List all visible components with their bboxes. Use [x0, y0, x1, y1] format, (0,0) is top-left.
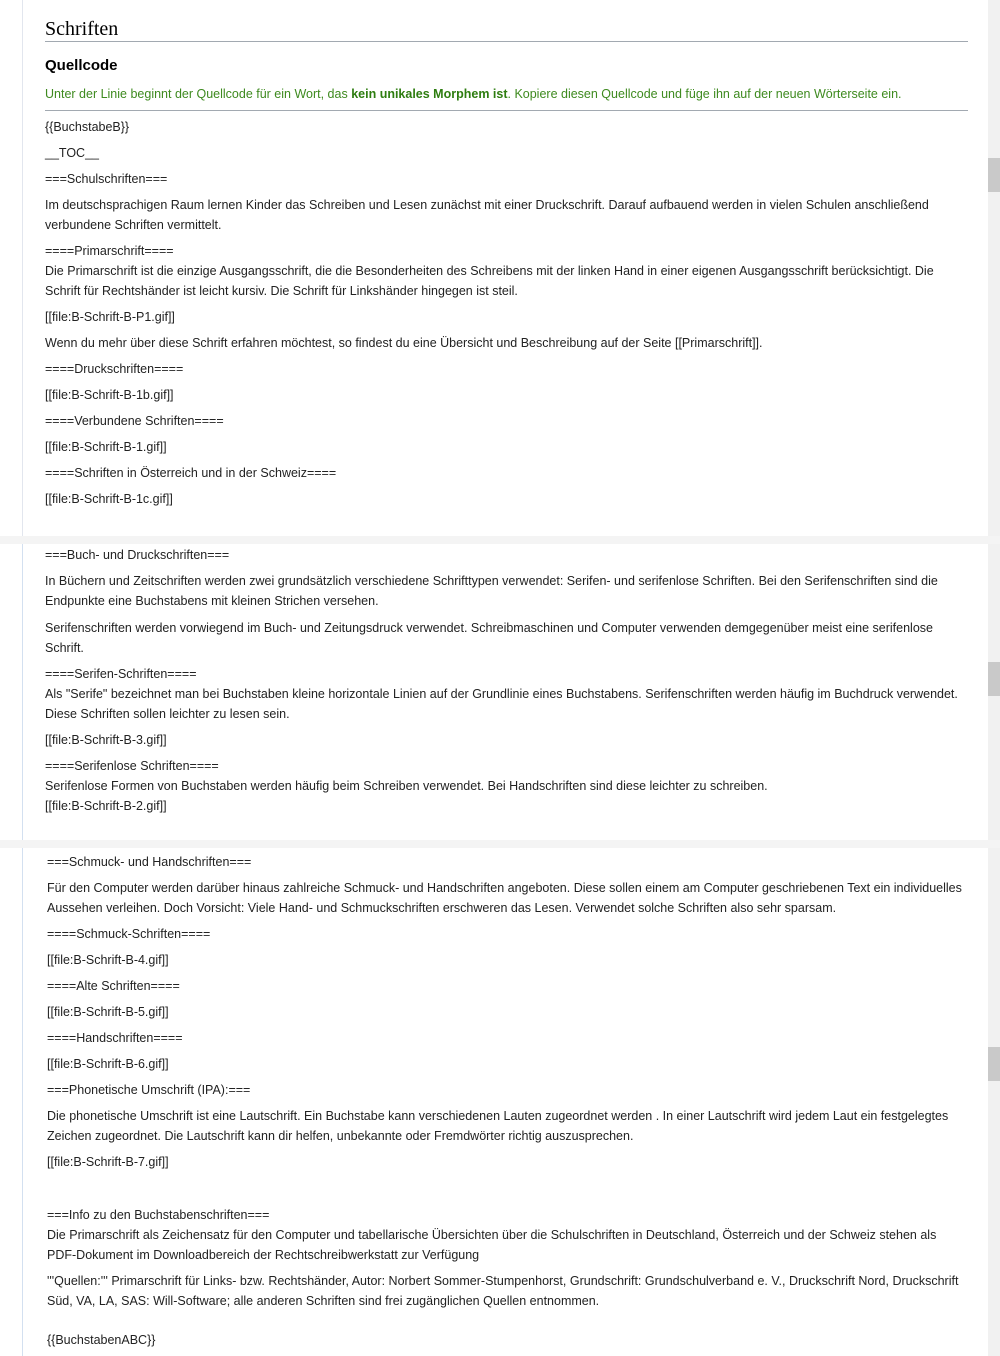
- code-line: ===Phonetische Umschrift (IPA):===: [47, 1083, 251, 1097]
- code-paragraph: Serifenschriften werden vorwiegend im Buch- und Zeitungsdruck verwendet. Schreibmaschinen und Computer verwenden demgegenüber meist eine serifenlose Schrift.: [45, 621, 933, 655]
- code-line: ====Schmuck-Schriften====: [47, 927, 211, 941]
- divider-line: [45, 110, 968, 111]
- code-paragraph: Die phonetische Umschrift ist eine Lautschrift. Ein Buchstabe kann verschiedenen Lauten zugeordnet werden . In einer Lautschrift wird jedem Laut ein festgelegtes Zeichen zugeordnet. Die Lautschrift kann dir helfen, unbekannte oder Fremdwörter richtig auszusprechen.: [47, 1109, 949, 1143]
- instruction-text: [45, 85, 968, 103]
- code-line: {{BuchstabenABC}}: [47, 1333, 156, 1347]
- source-panel-2: [0, 544, 1000, 840]
- code-line: Wenn du mehr über diese Schrift erfahren möchtest, so findest du eine Übersicht und Beschreibung auf der Seite [[Primarschrift]].: [45, 336, 763, 350]
- code-paragraph: Im deutschsprachigen Raum lernen Kinder das Schreiben und Lesen zunächst mit einer Druckschrift. Darauf aufbauend werden in vielen Schulen anschließend verbundene Schriften vermittelt.: [45, 198, 929, 232]
- code-line: [[file:B-Schrift-B-7.gif]]: [47, 1155, 169, 1169]
- code-line: {{BuchstabeB}}: [45, 120, 130, 134]
- scrollbar-thumb[interactable]: [988, 158, 1000, 192]
- instruction-bold: kein unikales Morphem ist: [351, 87, 508, 101]
- code-paragraph: Die Primarschrift als Zeichensatz für den Computer und tabellarische Übersichten über die Schulschriften in Deutschland, Österreich und der Schweiz stehen als PDF-Dokument im Downloadbereich der Rechtschreibwerkstatt zur Verfügung: [47, 1228, 937, 1262]
- code-paragraph: Die Primarschrift ist die einzige Ausgangsschrift, die die Besonderheiten des Schreibens mit der linken Hand in einer eigenen Ausgangsschrift berücksichtigt. Die Schrift für Rechtshänder ist leicht kursiv. Die Schrift für Linkshänder hingegen ist steil.: [45, 264, 934, 298]
- panel-left-border: [22, 0, 23, 536]
- scrollbar-track[interactable]: [988, 0, 1000, 536]
- code-line: Serifenlose Formen von Buchstaben werden häufig beim Schreiben verwendet. Bei Handschriften sind diese leichter zu schreiben.: [45, 779, 768, 793]
- code-paragraph: Für den Computer werden darüber hinaus zahlreiche Schmuck- und Handschriften angeboten. Diese sollen einem am Computer geschriebenen Text ein individuelles Aussehen verleihen. Doch Vorsicht: Viele Hand- und Schmuckschriften erschweren das Lesen. Verwendet solche Schriften also sehr sparsam.: [47, 881, 962, 915]
- scrollbar-thumb[interactable]: [988, 1047, 1000, 1081]
- code-paragraph: Als "Serife" bezeichnet man bei Buchstaben kleine horizontale Linien auf der Grundlinie eines Buchstabens. Serifenschriften werden häufig im Buchdruck verwendet. Diese Schriften sollen leichter zu lesen sein.: [45, 687, 958, 721]
- code-line: ====Alte Schriften====: [47, 979, 180, 993]
- code-line: [[file:B-Schrift-B-2.gif]]: [45, 799, 167, 813]
- code-line: ===Schulschriften===: [45, 172, 168, 186]
- code-line: [[file:B-Schrift-B-1.gif]]: [45, 440, 167, 454]
- code-line: ===Buch- und Druckschriften===: [45, 548, 230, 562]
- code-line: [[file:B-Schrift-B-4.gif]]: [47, 953, 169, 967]
- code-line: ===Schmuck- und Handschriften===: [47, 855, 252, 869]
- subsection-heading: Quellcode: [45, 57, 118, 74]
- code-line: [[file:B-Schrift-B-1c.gif]]: [45, 492, 173, 506]
- scrollbar-track[interactable]: [988, 848, 1000, 1356]
- code-line: [[file:B-Schrift-B-3.gif]]: [45, 733, 167, 747]
- code-paragraph: '''Quellen:''' Primarschrift für Links- bzw. Rechtshänder, Autor: Norbert Sommer-Stumpenhorst, Grundschrift: Grundschulverband e. V., Druckschrift Nord, Druckschrift Süd, VA, LA, SAS: Will-Software; alle anderen Schriften sind frei zugänglichen Quellen entnommen.: [47, 1274, 959, 1308]
- code-line: [[file:B-Schrift-B-6.gif]]: [47, 1057, 169, 1071]
- panel-separator: [0, 536, 1000, 544]
- panel-separator: [0, 840, 1000, 848]
- source-panel-3: [0, 848, 1000, 1356]
- code-line: [[file:B-Schrift-B-5.gif]]: [47, 1005, 169, 1019]
- instruction-part-2: . Kopiere diesen Quellcode und füge ihn auf der neuen Wörterseite ein.: [507, 87, 902, 101]
- source-panel-1: [0, 0, 1000, 536]
- code-line: ====Druckschriften====: [45, 362, 184, 376]
- instruction-part-1: Unter der Linie beginnt der Quellcode für ein Wort, das: [45, 87, 352, 101]
- code-paragraph: In Büchern und Zeitschriften werden zwei grundsätzlich verschiedene Schrifttypen verwendet: Serifen- und serifenlose Schriften. Bei den Serifenschriften sind die Endpunkte eine Buchstabens mit kleinen Strichen versehen.: [45, 574, 938, 608]
- scrollbar-track[interactable]: [988, 544, 1000, 840]
- code-line: ====Primarschrift====: [45, 244, 174, 258]
- code-line: ===Info zu den Buchstabenschriften===: [47, 1208, 270, 1222]
- panel-left-border: [22, 848, 23, 1356]
- code-line: ====Serifen-Schriften====: [45, 667, 197, 681]
- code-line: ====Schriften in Österreich und in der Schweiz====: [45, 466, 337, 480]
- code-line: [[file:B-Schrift-B-P1.gif]]: [45, 310, 175, 324]
- code-line: ====Handschriften====: [47, 1031, 183, 1045]
- code-line: ====Verbundene Schriften====: [45, 414, 224, 428]
- code-line: ====Serifenlose Schriften====: [45, 759, 219, 773]
- scrollbar-thumb[interactable]: [988, 662, 1000, 696]
- code-line: __TOC__: [45, 146, 99, 160]
- section-heading: Schriften: [45, 16, 968, 42]
- code-line: [[file:B-Schrift-B-1b.gif]]: [45, 388, 174, 402]
- panel-left-border: [22, 544, 23, 840]
